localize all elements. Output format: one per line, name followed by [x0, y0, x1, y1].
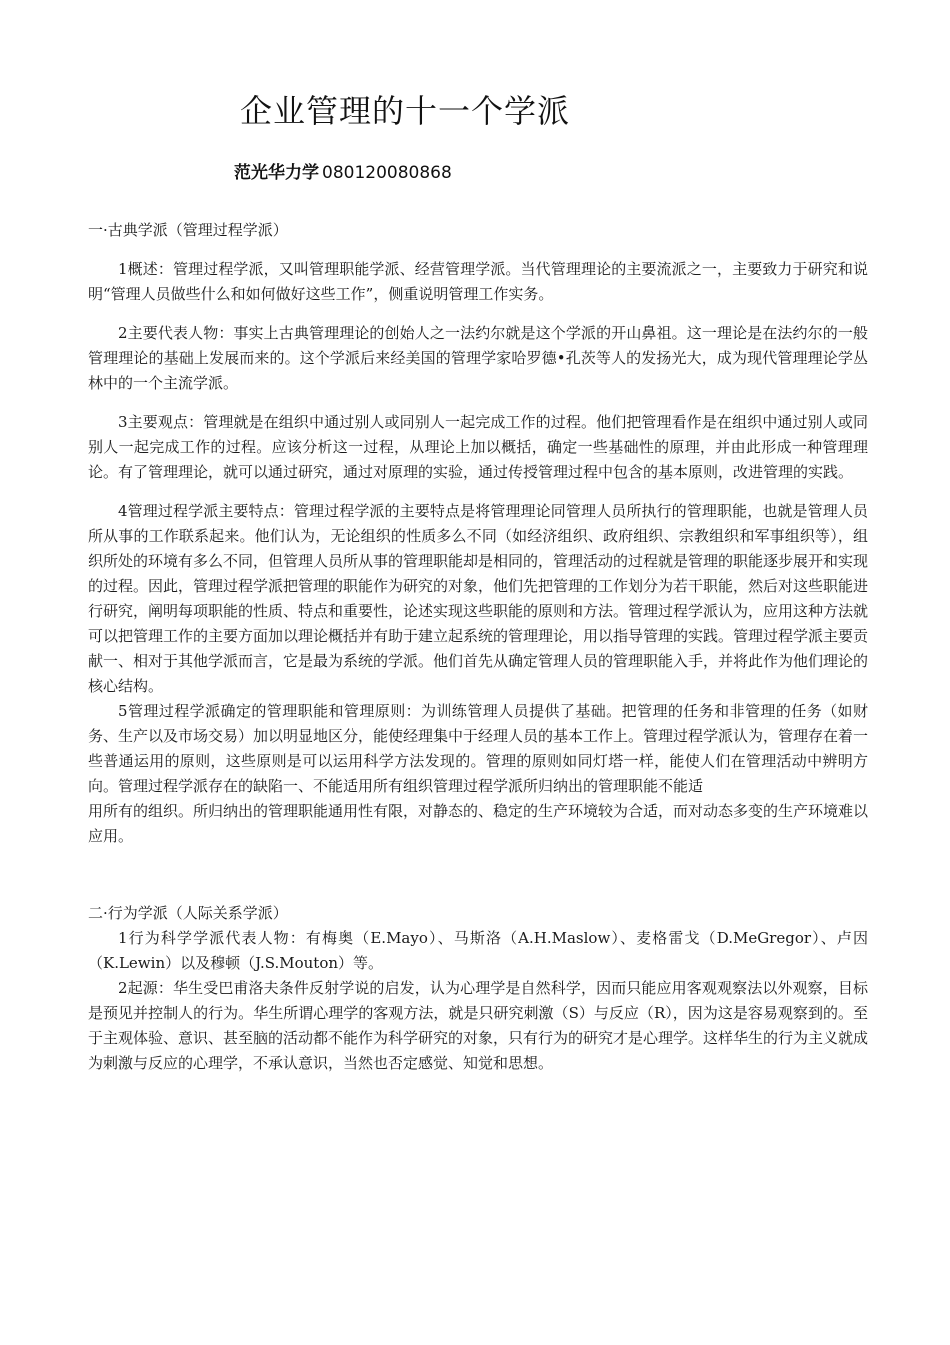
section-heading: 一·古典学派（管理过程学派） — [88, 221, 288, 239]
section-heading: 二·行为学派（人际关系学派） — [88, 904, 288, 922]
paragraph: 4管理过程学派主要特点：管理过程学派的主要特点是将管理理论同管理人员所执行的管理职能，也就是管理人员所从事的工作联系起来。他们认为，无论组织的性质多么不同（如经济组织、政府组织、宗教组织和军事组织等），组织所处的环境有多么不同，但管理人员所从事的管理职能却是相同的，管理活动的过程就是管理的职能逐步展开和实现的过程。因此，管理过程学派把管理的职能作为研究的对象，他们先把管理的工作划分为若干职能，然后对这些职能进行研究，阐明每项职能的性质、特点和重要性，论述实现这些职能的原则和方法。管理过程学派认为，应用这种方法就可以把管理工作的主要方面加以理论概括并有助于建立起系统的管理理论，用以指导管理的实践。管理过程学派主要贡献一、相对于其他学派而言，它是最为系统的学派。他们首先从确定管理人员的管理职能入手，并将此作为他们理论的核心结构。 — [88, 502, 869, 695]
paragraph: 5管理过程学派确定的管理职能和管理原则：为训练管理人员提供了基础。把管理的任务和非管理的任务（如财务、生产以及市场交易）加以明显地区分，能使经理集中于经理人员的基本工作上。管理过程学派认为，管理存在着一些普通运用的原则，这些原则是可以运用科学方法发现的。管理的原则如同灯塔一样，能使人们在管理活动中辨明方向。管理过程学派存在的缺陷一、不能适用所有组织管理过程学派所归纳出的管理职能不能适 — [88, 702, 869, 795]
paragraph: 3主要观点：管理就是在组织中通过别人或同别人一起完成工作的过程。他们把管理看作是在组织中通过别人或同别人一起完成工作的过程。应该分析这一过程，从理论上加以概括，确定一些基础性的原理，并由此形成一种管理理论。有了管理理论，就可以通过研究，通过对原理的实验，通过传授管理过程中包含的基本原则，改进管理的实践。 — [88, 413, 868, 481]
paragraph: 1概述：管理过程学派，又叫管理职能学派、经营管理学派。当代管理理论的主要流派之一，主要致力于研究和说明“管理人员做些什么和如何做好这些工作”，侧重说明管理工作实务。 — [88, 260, 868, 303]
author-line — [234, 158, 452, 183]
paragraph: 1行为科学学派代表人物：有梅奥（E.Mayo）、马斯洛（A.H.Maslow）、麦格雷戈（D.MeGregor）、卢因（K.Lewin）以及穆顿（J.S.Mouton）等。 — [88, 929, 868, 972]
author-name: 范光华力学 — [234, 163, 319, 183]
paragraph: 2起源：华生受巴甫洛夫条件反射学说的启发，认为心理学是自然科学，因而只能应用客观观察法以外观察，目标是预见并控制人的行为。华生所谓心理学的客观方法，就是只研究刺激（S）与反应（R），因为这是容易观察到的。至于主观体验、意识、甚至脑的活动都不能作为科学研究的对象，只有行为的研究才是心理学。这样华生的行为主义就成为刺激与反应的心理学，不承认意识，当然也否定感觉、知觉和思想。 — [88, 979, 869, 1072]
document-body — [88, 218, 868, 1076]
paragraph: 用所有的组织。所归纳出的管理职能通用性有限，对静态的、稳定的生产环境较为合适，而对动态多变的生产环境难以应用。 — [88, 802, 869, 845]
document-title: 企业管理的十一个学派 — [240, 92, 571, 130]
student-id: 080120080868 — [322, 163, 452, 183]
paragraph: 2主要代表人物：事实上古典管理理论的创始人之一法约尔就是这个学派的开山鼻祖。这一理论是在法约尔的一般管理理论的基础上发展而来的。这个学派后来经美国的管理学家哈罗德•孔茨等人的发扬光大，成为现代管理理论学丛林中的一个主流学派。 — [88, 324, 868, 392]
